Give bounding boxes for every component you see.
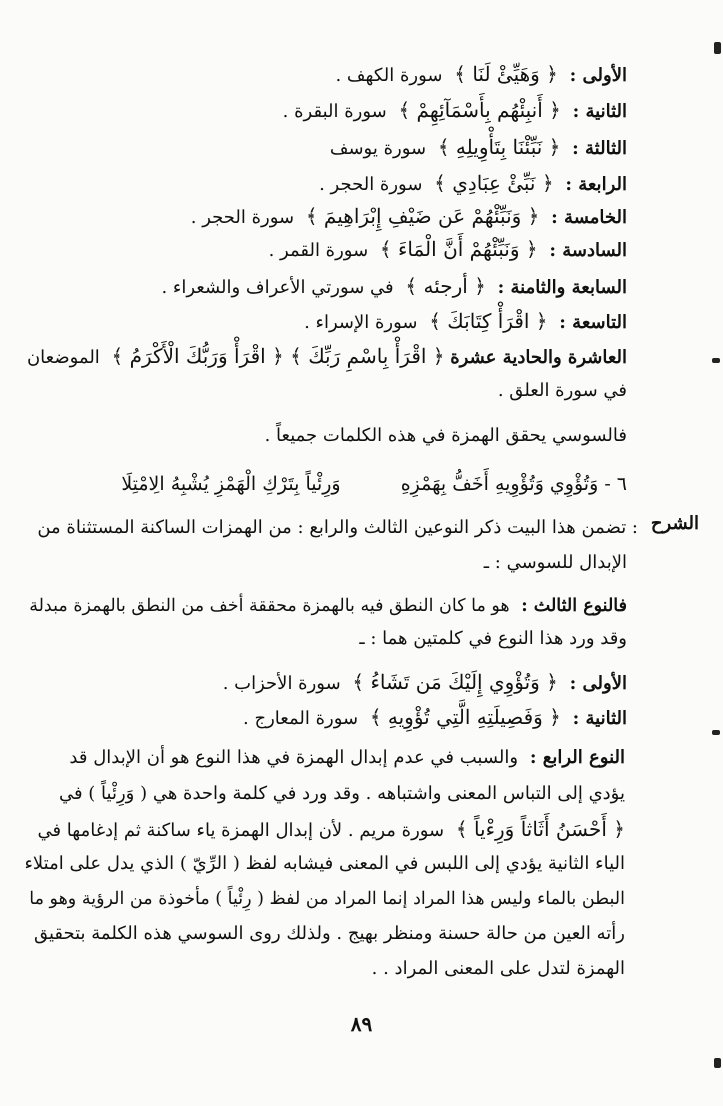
type4-text: سورة مريم . لأن إبدال الهمزة ياء ساكنة ثم إدغامها في: [37, 820, 445, 841]
poem-verse: [121, 470, 627, 498]
second-hemistich: وَرِئْياً بِتَرْكِ الْهَمْزِ يُشْبِهُ الِامْتِلَا: [121, 473, 341, 495]
quran-quote: ﴿ وَنَبِّئْهُمْ عَن ضَيْفِ إِبْرَاهِيمَ ﴾: [305, 204, 540, 228]
type4-line-1: [69, 744, 625, 772]
surah-ref: في سورة العلق .: [497, 380, 627, 401]
surah-ref: سورة المعارج .: [243, 708, 359, 729]
type3-line-1: [29, 592, 627, 620]
scan-edge-mark: [712, 358, 720, 363]
quran-quote: ﴿ أرجئه ﴾: [405, 274, 486, 298]
type4-line-2: [59, 780, 625, 808]
type4-line-5: [29, 885, 625, 913]
entry-label: التاسعة :: [559, 312, 627, 333]
entry-label: العاشرة والحادية عشرة: [450, 347, 627, 368]
entry-label: الثانية :: [572, 101, 627, 122]
sharh-line-2: [484, 549, 627, 577]
quran-quote: ﴿ وَهَيِّئْ لَنَا ﴾: [454, 62, 558, 86]
type4-text: يؤدي إلى التباس المعنى واشتباهه . وقد ورد في كلمة واحدة هي ( وَرِئْياً ) في: [58, 783, 625, 804]
type3-word-1: [223, 668, 627, 698]
entry-label: السادسة :: [549, 240, 627, 261]
entry-line-7: [161, 272, 627, 302]
type4-line-3: [37, 815, 625, 845]
sharh-text: الإبدال للسوسي : ـ: [483, 552, 627, 573]
entry-line-8: [304, 307, 627, 337]
surah-ref: سورة البقرة .: [282, 101, 387, 122]
entry-label: الثالثة :: [572, 138, 627, 159]
type3-text: هو ما كان النطق فيه بالهمزة محققة أخف من النطق بالهمزة مبدلة: [29, 596, 510, 616]
surah-ref: سورة الحجر .: [319, 174, 423, 195]
surah-ref: سورة الحجر .: [190, 207, 295, 228]
surah-ref: سورة القمر .: [268, 240, 369, 261]
scan-edge-mark: [714, 1058, 721, 1068]
entry-line-6: [269, 235, 627, 265]
type3-line-2: [359, 625, 627, 653]
quran-quote: ﴿ نَبِّئْنَا بِتَأْوِيلِهِ ﴾: [437, 135, 561, 159]
type4-line-6: [34, 920, 625, 948]
quran-quote: ﴿ أَحْسَنُ أَثَاثاً وَرِءْياً ﴾: [455, 817, 625, 841]
scan-edge-mark: [712, 730, 720, 735]
entry-line-3: [330, 133, 627, 163]
entry-line-10: [498, 377, 627, 405]
sharh-line-1: [37, 514, 638, 542]
entry-label: الأولى :: [569, 673, 627, 694]
summary-text: فالسوسي يحقق الهمزة في هذه الكلمات جميعاً .: [264, 425, 627, 446]
type4-line-7: [372, 955, 625, 983]
verse-number: ٦ -: [604, 473, 627, 495]
page-number: ٨٩: [350, 1012, 373, 1036]
quran-quote: ﴿ اقْرَأْ بِاسْمِ رَبِّكَ ﴾ ﴿ اقْرَأْ وَرَبُّكَ الْأَكْرَمُ ﴾: [111, 344, 445, 368]
quran-quote: ﴿ وَتُؤْوِي إِلَيْكَ مَن تَشَاءُ ﴾: [352, 670, 558, 694]
scan-edge-mark: [714, 42, 721, 54]
entry-line-9: [27, 342, 627, 372]
surah-ref: سورة الكهف .: [335, 65, 443, 86]
entry-line-1: [335, 60, 627, 90]
quran-quote: ﴿ أَنبِئْهُم بِأَسْمَآئِهِمْ ﴾: [398, 98, 561, 122]
entry-line-4: [319, 169, 627, 199]
type4-text: الياء الثانية يؤدي إلى اللبس في المعنى فيشابه لفظ ( الرِّيّ ) الذي يدل على امتلاء: [24, 853, 625, 874]
type4-line-4: [24, 850, 625, 878]
type3-word-2: [243, 703, 627, 733]
quran-quote: ﴿ وَنَبِّئْهُمْ أَنَّ الْمَاءَ ﴾: [379, 237, 538, 261]
type3-text: وقد ورد هذا النوع في كلمتين هما : ـ: [359, 628, 627, 649]
entry-label: السابعة والثامنة :: [497, 277, 627, 298]
summary-line: [265, 422, 627, 450]
surah-ref: سورة الإسراء .: [304, 312, 418, 333]
entry-line-2: [283, 96, 627, 126]
sharh-text: : تضمن هذا البيت ذكر النوعين الثالث والرابع : من الهمزات الساكنة المستثناة من: [37, 517, 638, 538]
entry-line-5: [191, 202, 627, 232]
type4-text: الهمزة لتدل على المعنى المراد . .: [371, 958, 625, 979]
surah-ref: سورة الأحزاب .: [222, 673, 341, 694]
sharh-label: الشرح: [650, 513, 699, 534]
quran-quote: ﴿ نَبِّئْ عِبَادِي ﴾: [434, 171, 554, 195]
type4-text: والسبب في عدم إبدال الهمزة في هذا النوع هو أن الإبدال قد: [69, 747, 519, 768]
entry-label: الرابعة :: [565, 174, 627, 195]
type4-text: رأته العين من حالة حسنة ومنظر بهيج . ولذلك روى السوسي هذه الكلمة بتحقيق: [33, 923, 625, 944]
type3-label: فالنوع الثالث :: [521, 596, 627, 616]
type4-text: البطن بالماء وليس هذا المراد إنما المراد من لفظ ( رِئْياً ) مأخوذة من الرؤية وهو ما: [29, 889, 625, 909]
entry-label: الأولى :: [569, 65, 627, 86]
type4-label: النوع الرابع :: [529, 747, 625, 768]
surah-ref: في سورتي الأعراف والشعراء .: [161, 277, 394, 298]
surah-ref: الموضعان: [26, 347, 100, 368]
first-hemistich: وَتُؤْوِي وَتُؤْوِيهِ أَخَفُّ بِهَمْزِهِ: [400, 473, 599, 495]
entry-label: الثانية :: [572, 708, 627, 729]
quran-quote: ﴿ وَفَصِيلَتِهِ الَّتِي تُؤْوِيهِ ﴾: [369, 705, 561, 729]
surah-ref: سورة يوسف: [329, 138, 427, 159]
entry-label: الخامسة :: [551, 207, 627, 228]
quran-quote: ﴿ اقْرَأْ كِتَابَكَ ﴾: [429, 309, 548, 333]
